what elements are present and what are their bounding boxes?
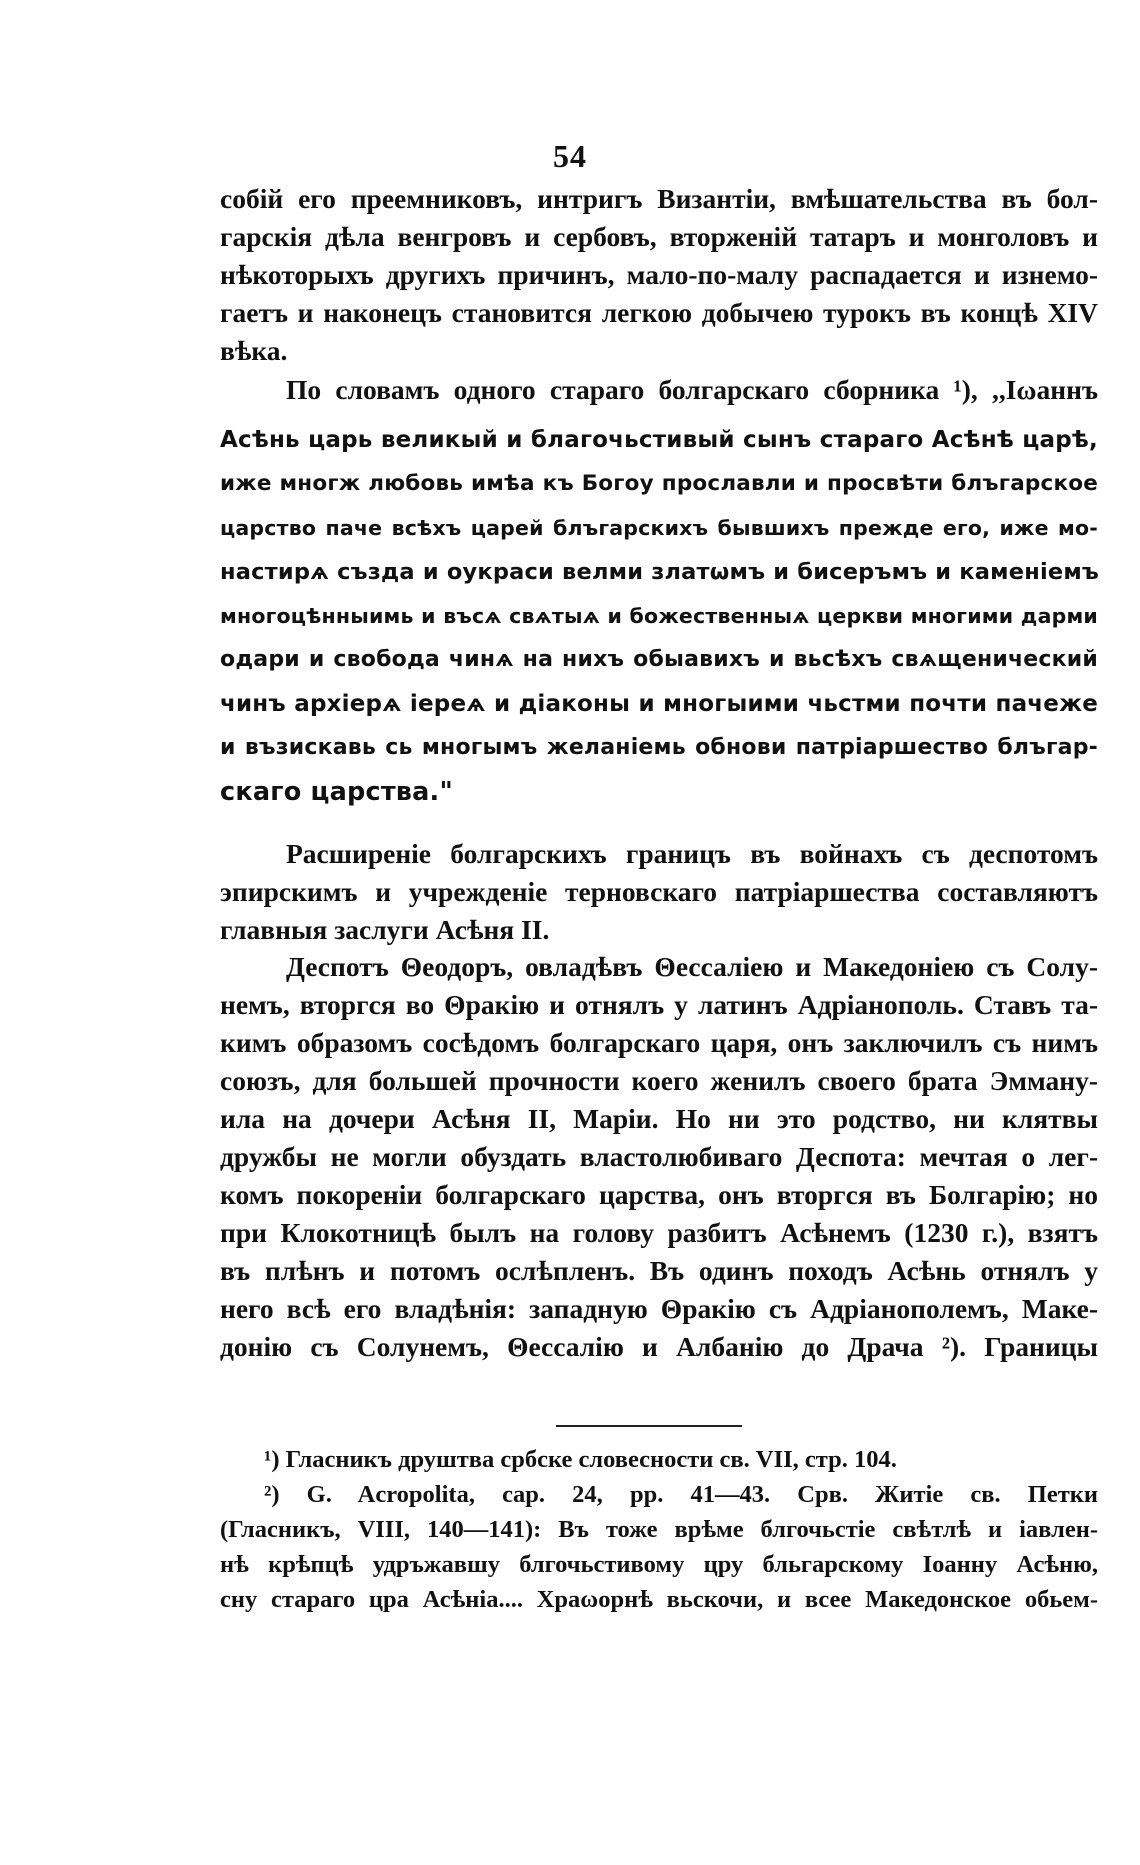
footnote-2-line: ²) G. Acropolita, cap. 24, pp. 41—43. Срв. Житіе св. Петки xyxy=(264,1481,1098,1508)
text-line: гаетъ и наконецъ становится легкою добычею турокъ въ концѣ XIV xyxy=(220,297,1098,328)
footnote-2-line: нѣ крѣпцѣ удръжавшу блгочьстивому цру бльгарскому Іоанну Асѣню, xyxy=(220,1551,1098,1578)
text-line: него всѣ его владѣнія: западную Θракію съ Адріанополемъ, Маке- xyxy=(220,1293,1098,1324)
text-line: собій его преемниковъ, интригъ Византіи, вмѣшательства въ бол- xyxy=(220,183,1098,214)
paragraph-1 xyxy=(220,180,1098,370)
footnote-1: ¹) Гласникъ друштва србске словесности св. VII, стр. 104. xyxy=(264,1446,897,1473)
text-line: донію съ Солунемъ, Θессалію и Албанію до Драча ²). Границы xyxy=(220,1331,1098,1362)
text-line: Расширеніе болгарскихъ границъ въ войнахъ съ деспотомъ xyxy=(286,838,1098,869)
text-line: нѣкоторыхъ другихъ причинъ, мало-по-малу распадается и изнемо- xyxy=(220,259,1098,290)
paragraph-3 xyxy=(220,835,1098,949)
text-line: въ плѣнъ и потомъ ослѣпленъ. Въ одинъ походъ Асѣнь отнялъ у xyxy=(220,1255,1098,1286)
text-line: По словамъ одного стараго болгарскаго сборника ¹), ,,Іωаннъ xyxy=(286,374,1098,405)
text-line: Деспотъ Θеодоръ, овладѣвъ Θессаліею и Македоніею съ Солу- xyxy=(286,951,1098,982)
text-line: союзъ, для большей прочности коего женилъ своего брата Эмману- xyxy=(220,1065,1098,1096)
quote-line: настирѧ създа и оукраси велми златωмъ и бисеръмъ и каменіемъ xyxy=(220,559,1100,585)
text-line: дружбы не могли обуздать властолюбиваго Деспота: мечтая о лег- xyxy=(220,1141,1098,1172)
quote-line: Асѣнь царь великый и благочьстивый сынъ стараго Асѣнѣ царѣ, xyxy=(220,427,1098,453)
footnote-2-line: сну стараго цра Асѣніа.... Храωорнѣ вьскочи, и всее Македонское обьем- xyxy=(220,1586,1098,1613)
quote-line: многоцѣнныимь и въсѧ свѧтыѧ и божественныѧ церкви многими дарми xyxy=(220,604,1098,628)
text-line: гарскія дѣла венгровъ и сербовъ, вторженій татаръ и монголовъ и xyxy=(220,221,1098,252)
page-number: 54 xyxy=(553,138,587,174)
quote-line: одари и свобода чинѧ на нихъ обыавихъ и вьсѣхъ свѧщенический xyxy=(220,647,1098,672)
quote-line: скаго царства." xyxy=(220,777,453,807)
footnote-divider xyxy=(556,1425,742,1427)
quote-line: царство паче всѣхъ царей блъгарскихъ бывшихъ прежде его, иже мо- xyxy=(220,516,1098,540)
paragraph-2 xyxy=(220,371,1098,409)
text-line: эпирскимъ и учрежденіе терновскаго патріаршества составляютъ xyxy=(220,876,1098,907)
text-line: вѣка. xyxy=(220,335,288,366)
quote-line: чинъ архіерѧ іереѧ и діаконы и многыими чьстми почти пачеже xyxy=(220,691,1098,717)
quote-line: иже многж любовь имѣа къ Богоу прославли и просвѣти блъгарское xyxy=(220,471,1098,496)
text-line: кимъ образомъ сосѣдомъ болгарскаго царя, онъ заключилъ съ нимъ xyxy=(220,1027,1098,1058)
text-line: ила на дочери Асѣня II, Маріи. Но ни это родство, ни клятвы xyxy=(220,1103,1098,1134)
text-line: немъ, вторгся во Θракію и отнялъ у латинъ Адріанополь. Ставъ та- xyxy=(220,989,1098,1020)
text-line: при Клокотницѣ былъ на голову разбитъ Асѣнемъ (1230 г.), взятъ xyxy=(220,1217,1098,1248)
text-line: комъ покореніи болгарскаго царства, онъ вторгся въ Болгарію; но xyxy=(220,1179,1098,1210)
paragraph-4 xyxy=(220,948,1098,1366)
text-line: главныя заслуги Асѣня II. xyxy=(220,914,550,945)
quote-line: и възискавь сь многымъ желаніемь обнови патріаршество блъгар- xyxy=(220,735,1098,760)
footnotes xyxy=(220,1442,1098,1617)
footnote-2-line: (Гласникъ, VIII, 140—141): Въ тоже врѣме блгочьстіе свѣтлѣ и іавлен- xyxy=(220,1516,1098,1543)
slavonic-quote xyxy=(220,418,1098,814)
